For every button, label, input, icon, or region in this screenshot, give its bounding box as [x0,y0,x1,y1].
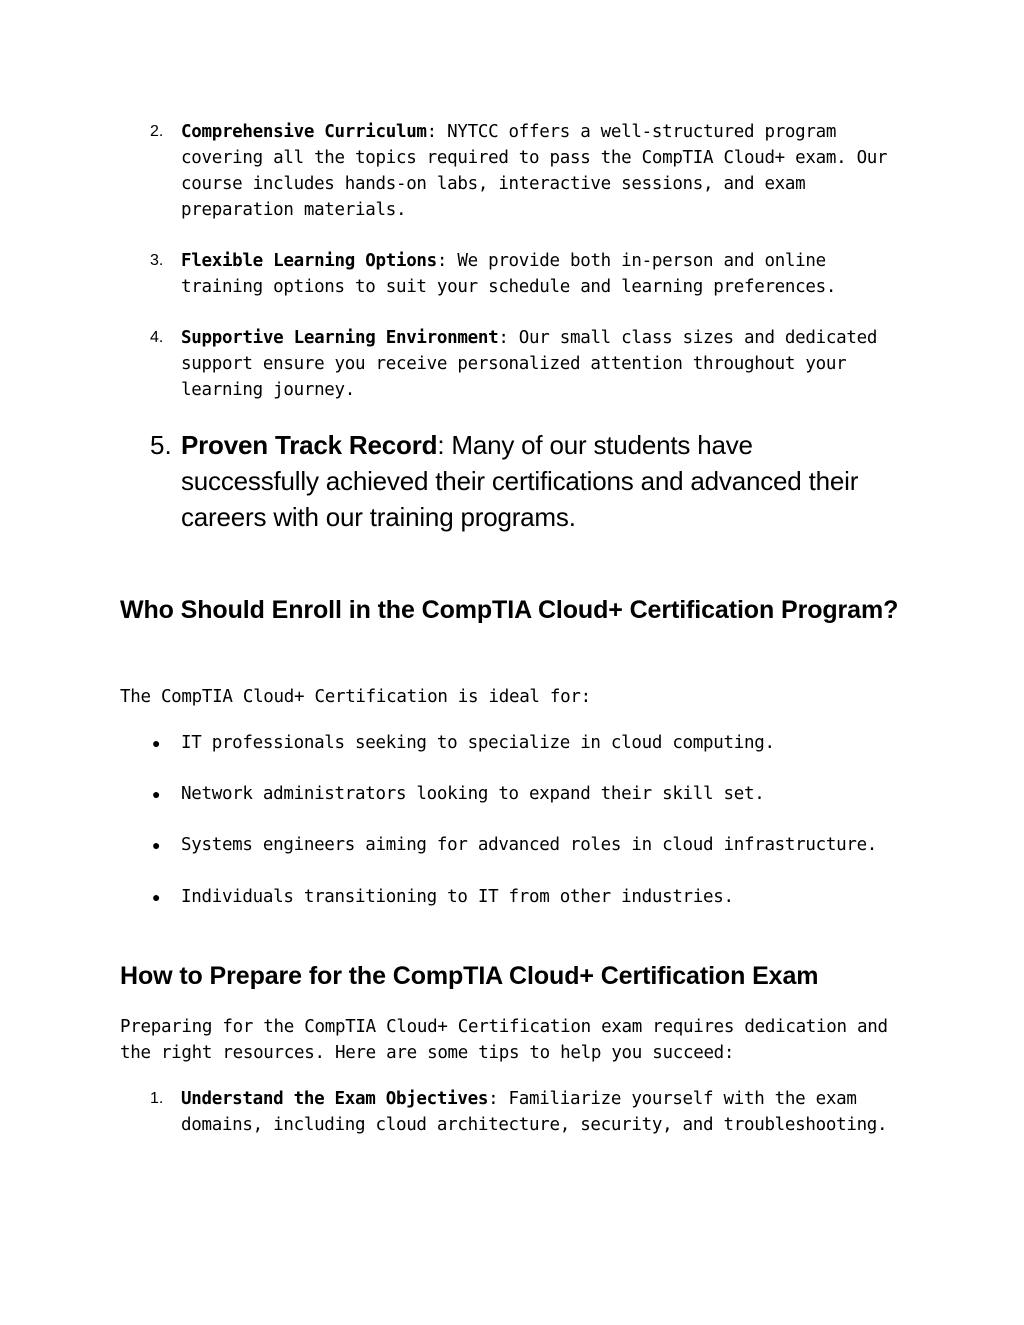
list-item-text [181,325,896,403]
list-item-comprehensive-curriculum [120,119,900,223]
list-item-title: Flexible Learning Options [181,251,437,271]
list-item-supportive-learning-environment [120,325,900,403]
bullet-text: Network administrators looking to expand their skill set. [181,784,765,804]
list-item-number: 1. [150,1090,164,1107]
list-item-title: Understand the Exam Objectives [181,1089,489,1109]
list-item-text [181,119,896,223]
list-item-text [181,248,896,300]
list-item-body: : Many of our students have successfully achieved their certifications and advanced their careers with our training programs. [181,430,859,532]
list-item-text [181,427,896,535]
bullet-text: Systems engineers aiming for advanced roles in cloud infrastructure. [181,835,878,855]
bullet-icon: ● [152,786,161,802]
list-item-number: 5. [150,430,172,460]
bullet-item [120,884,900,910]
list-item-number: 4. [150,329,164,346]
bullet-icon: ● [152,889,161,905]
bullet-item [120,832,900,858]
list-item-number: 2. [150,123,164,140]
list-item-understand-exam-objectives [120,1086,900,1138]
list-item-body: : We provide both in-person and online training options to suit your schedule and learning preferences. [181,251,837,297]
bullet-item [120,730,900,756]
list-item-body: : Our small class sizes and dedicated support ensure you receive personalized attention throughout your learning journey. [181,328,878,400]
bullet-icon: ● [152,735,161,751]
bullet-text: Individuals transitioning to IT from other industries. [181,887,734,907]
list-item-body: : NYTCC offers a well-structured program covering all the topics required to pass the CompTIA Cloud+ exam. Our course includes hands-on labs, interactive sessions, and exam preparation materials. [181,122,888,220]
section-heading-who-should-enroll: Who Should Enroll in the CompTIA Cloud+ Certification Program? [120,596,899,624]
bullet-item [120,781,900,807]
list-item-title: Comprehensive Curriculum [181,122,427,142]
bullet-icon: ● [152,837,161,853]
list-item-title: Supportive Learning Environment [181,328,499,348]
list-item-title: Proven Track Record [181,430,438,460]
list-item-body: : Familiarize yourself with the exam domains, including cloud architecture, security, and troubleshooting. [181,1089,888,1135]
list-item-flexible-learning-options [120,248,900,300]
section-intro: Preparing for the CompTIA Cloud+ Certification exam requires dedication and the right resources. Here are some tips to help you succeed: [120,1017,888,1063]
section-intro: The CompTIA Cloud+ Certification is ideal for: [120,687,591,707]
list-item-proven-track-record [120,427,900,535]
section-heading-how-to-prepare: How to Prepare for the CompTIA Cloud+ Certification Exam [120,962,819,990]
list-item-text [181,1086,896,1138]
list-item-number: 3. [150,252,164,269]
bullet-text: IT professionals seeking to specialize in cloud computing. [181,733,775,753]
